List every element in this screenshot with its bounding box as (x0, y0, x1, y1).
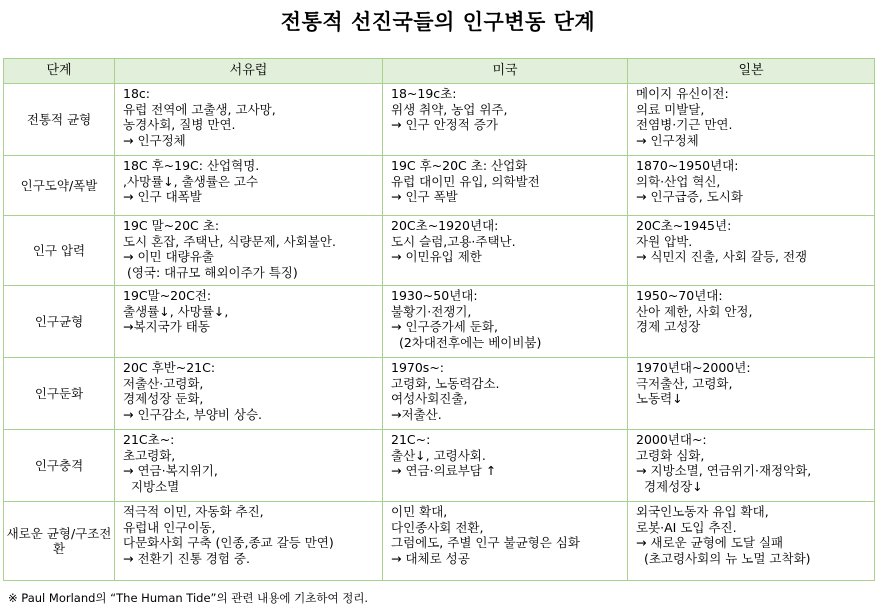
table-row (4, 502, 875, 581)
cell-line: 위생 취약, 농업 위주, (391, 101, 508, 117)
cell-line: 2000년대~: (636, 432, 707, 447)
cell-line: 의료 미발달, (636, 101, 705, 117)
cell-line: (초고령사회의 뉴 노멀 고착화) (636, 550, 811, 566)
cell-line: 다인종사회 전환, (391, 519, 484, 535)
cell-line: (영국: 대규모 해외이주가 특징) (123, 264, 298, 280)
cell-line: 의학·산업 혁신, (636, 173, 721, 189)
cell-japan (628, 502, 875, 581)
cell-line: 21C~: (391, 432, 431, 447)
cell-line: 경제 고성장 (636, 319, 701, 334)
cell-western-europe (115, 502, 383, 581)
cell-line: →복지국가 태동 (123, 319, 210, 334)
cell-japan (628, 430, 875, 502)
cell-line: → 식민지 진출, 사회 갈등, 전쟁 (636, 249, 808, 264)
cell-line: → 연금·의료부담 ↑ (391, 463, 497, 478)
cell-japan (628, 156, 875, 216)
cell-line: 1930~50년대: (391, 288, 478, 303)
table-row (4, 216, 875, 286)
cell-western-europe (115, 84, 383, 156)
cell-line: → 인구정체 (636, 132, 699, 148)
cell-western-europe (115, 358, 383, 430)
cell-line: 유럽내 인구이동, (123, 519, 216, 535)
cell-usa (383, 286, 628, 358)
stage-name: 전통적 균형 (4, 84, 115, 156)
cell-line: 메이지 유신이전: (636, 86, 729, 101)
cell-line: →저출산. (391, 406, 442, 422)
page-title: 전통적 선진국들의 인구변동 단계 (280, 10, 596, 34)
cell-line: 1970년대~2000년: (636, 360, 751, 375)
population-stage-table (3, 58, 875, 581)
table-row (4, 156, 875, 216)
cell-usa (383, 430, 628, 502)
cell-line: 출산↓, 고령사회. (391, 447, 486, 463)
table-row (4, 84, 875, 156)
header-stage: 단계 (4, 59, 115, 84)
cell-line: → 대체로 성공 (391, 550, 470, 566)
cell-line: → 인구정체 (123, 132, 186, 148)
cell-line: → 인구급증, 도시화 (636, 189, 743, 204)
cell-line: → 인구 폭발 (391, 189, 458, 204)
cell-line: 18~19c초: (391, 86, 457, 101)
cell-line: 1950~70년대: (636, 288, 723, 303)
cell-line: 지방소멸 (123, 478, 180, 494)
cell-line: → 새로운 균형에 도달 실패 (636, 535, 784, 550)
cell-line: 그럼에도, 주별 인구 불균형은 심화 (391, 535, 580, 550)
cell-line: → 인구감소, 부양비 상승. (123, 406, 263, 422)
cell-western-europe (115, 216, 383, 286)
cell-western-europe (115, 430, 383, 502)
cell-line: 외국인노동자 유입 확대, (636, 504, 769, 519)
table-row (4, 286, 875, 358)
cell-line: 20C 후반~21C: (123, 360, 216, 375)
cell-line: 유럽 전역에 고출생, 고사망, (123, 101, 276, 117)
cell-line: 도시 슬럼,고용·주택난. (391, 233, 516, 249)
cell-japan (628, 84, 875, 156)
cell-usa (383, 358, 628, 430)
cell-line: → 이민 대량유출 (123, 249, 214, 264)
cell-line: ,사망률↓, 출생률은 고수 (123, 173, 259, 189)
cell-line: 경제성장↓ (636, 478, 703, 494)
cell-line: 18C 후~19C: 산업혁명. (123, 158, 260, 173)
cell-usa (383, 156, 628, 216)
cell-line: 고령화 심화, (636, 447, 705, 463)
cell-japan (628, 216, 875, 286)
cell-line: 이민 확대, (391, 504, 448, 519)
cell-line: 불황기·전쟁기, (391, 303, 472, 319)
cell-line: 유럽 대이민 유입, 의학발전 (391, 173, 540, 189)
cell-line: → 이민유입 제한 (391, 249, 482, 264)
cell-line: → 지방소멸, 연금위기·재정악화, (636, 463, 812, 478)
cell-line: 극저출산, 고령화, (636, 375, 733, 391)
cell-line: → 전환기 진통 경험 중. (123, 550, 250, 566)
cell-line: 19C 말~20C 초: (123, 218, 220, 233)
stage-name: 새로운 균형/구조전환 (4, 502, 115, 581)
source-footnote: ※ Paul Morland의 “The Human Tide”의 관련 내용에 기초하여 정리. (8, 591, 369, 605)
cell-line: 전염병·기근 만연. (636, 117, 733, 132)
stage-name: 인구도약/폭발 (4, 156, 115, 216)
cell-line: 19C 후~20C 초: 산업화 (391, 158, 528, 173)
cell-line: → 인구 안정적 증가 (391, 117, 498, 132)
stage-name: 인구 압력 (4, 216, 115, 286)
cell-usa (383, 84, 628, 156)
table-header-row (4, 59, 875, 84)
cell-line: → 인구증가세 둔화, (391, 319, 498, 334)
cell-japan (628, 286, 875, 358)
cell-line: 고령화, 노동력감소. (391, 375, 500, 391)
header-usa: 미국 (383, 59, 628, 84)
cell-western-europe (115, 156, 383, 216)
stage-name: 인구둔화 (4, 358, 115, 430)
cell-line: 초고령화, (123, 447, 176, 463)
cell-western-europe (115, 286, 383, 358)
cell-line: 자원 압박. (636, 233, 693, 249)
cell-line: 20C초~1945년: (636, 218, 732, 233)
cell-line: 저출산·고령화, (123, 375, 204, 391)
cell-line: 다문화사회 구축 (인종,종교 갈등 만연) (123, 535, 334, 550)
header-japan: 일본 (628, 59, 875, 84)
stage-name: 인구충격 (4, 430, 115, 502)
cell-line: 18c: (123, 86, 150, 101)
cell-line: 노동력↓ (636, 391, 683, 406)
stage-name: 인구균형 (4, 286, 115, 358)
cell-usa (383, 216, 628, 286)
cell-line: 여성사회진출, (391, 391, 468, 406)
cell-line: (2차대전후에는 베이비붐) (391, 334, 542, 350)
cell-line: 도시 혼잡, 주택난, 식량문제, 사회불안. (123, 233, 336, 249)
cell-line: 20C초~1920년대: (391, 218, 499, 233)
cell-line: → 연금·복지위기, (123, 463, 218, 478)
header-western-europe: 서유럽 (115, 59, 383, 84)
cell-line: → 인구 대폭발 (123, 189, 202, 204)
cell-japan (628, 358, 875, 430)
table-row (4, 430, 875, 502)
cell-line: 21C초~: (123, 432, 175, 447)
cell-line: 로봇·AI 도입 추진. (636, 519, 737, 535)
cell-line: 19C말~20C전: (123, 288, 212, 303)
cell-usa (383, 502, 628, 581)
cell-line: 출생률↓, 사망률↓, (123, 303, 229, 319)
cell-line: 적극적 이민, 자동화 추진, (123, 504, 264, 519)
cell-line: 1870~1950년대: (636, 158, 739, 173)
cell-line: 경제성장 둔화, (123, 391, 204, 406)
table-row (4, 358, 875, 430)
cell-line: 산아 제한, 사회 안정, (636, 303, 753, 319)
cell-line: 1970s~: (391, 360, 445, 375)
cell-line: 농경사회, 질병 만연. (123, 117, 236, 132)
